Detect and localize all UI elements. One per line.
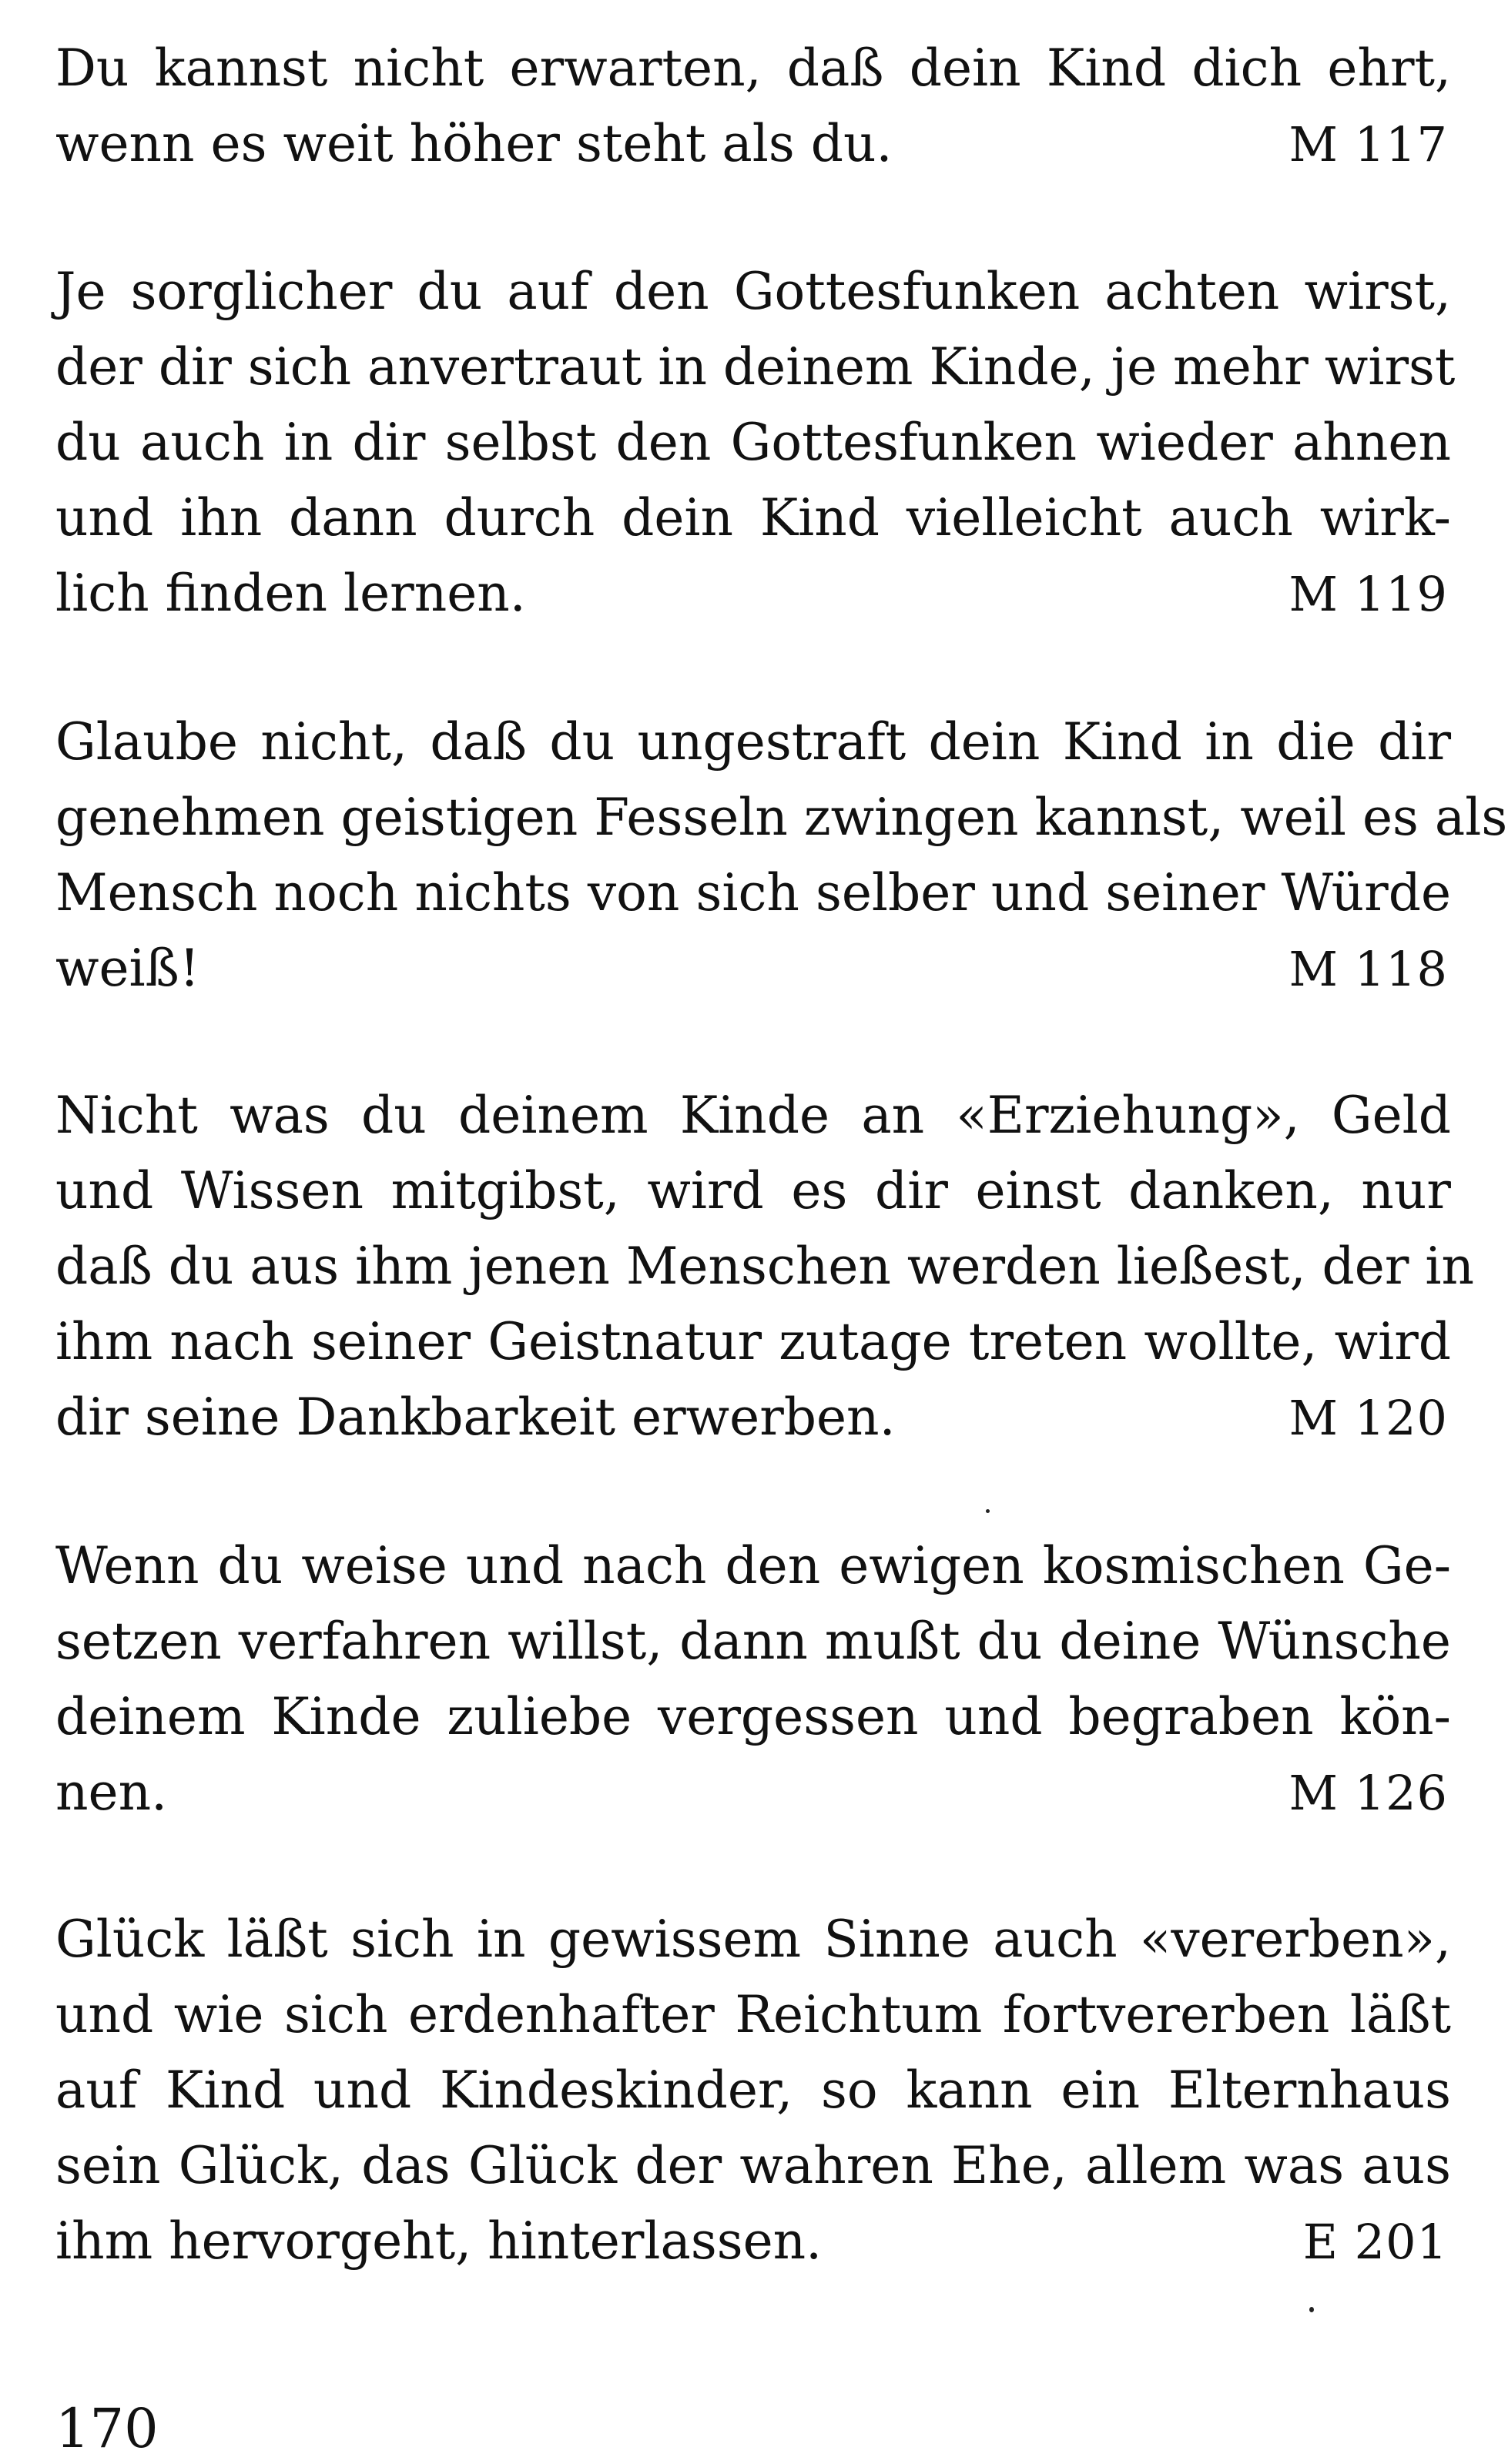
quote-2 xyxy=(55,254,1456,631)
quote-last-line xyxy=(55,931,1451,1006)
quote-3 xyxy=(55,705,1508,1006)
quote-line: du auch in dir selbst den Gottesfunken wieder ahnen xyxy=(55,413,1451,472)
quote-line: Glaube nicht, daß du ungestraft dein Kind in die dir xyxy=(55,712,1451,772)
quote-last-line xyxy=(55,1380,1451,1455)
scan-speck xyxy=(986,1509,990,1513)
quote-line: Mensch noch nichts von sich selber und seiner Würde xyxy=(55,863,1451,922)
scan-speck xyxy=(1309,2307,1314,2312)
quote-reference: M 126 xyxy=(1289,1765,1448,1821)
quote-line: auf Kind und Kindeskinder, so kann ein Elternhaus xyxy=(55,2061,1451,2120)
quote-line: Wenn du weise und nach den ewigen kosmischen Ge- xyxy=(55,1536,1451,1595)
quote-line: sein Glück, das Glück der wahren Ehe, allem was aus xyxy=(55,2136,1451,2195)
quote-line: und wie sich erdenhafter Reichtum fortvererben läßt xyxy=(55,1985,1451,2044)
quote-line: daß du aus ihm jenen Menschen werden ließest, der in xyxy=(55,1237,1475,1296)
quote-reference: M 117 xyxy=(1289,116,1448,172)
quote-reference: M 119 xyxy=(1289,566,1448,622)
quote-line: und ihn dann durch dein Kind vielleicht auch wirk- xyxy=(55,488,1451,547)
quote-reference: M 120 xyxy=(1289,1390,1448,1446)
quote-line: lich finden lernen. xyxy=(55,564,526,623)
quote-line: genehmen geistigen Fesseln zwingen kannst, weil es als xyxy=(55,788,1508,847)
quote-line: und Wissen mitgibst, wird es dir einst danken, nur xyxy=(55,1161,1451,1220)
quote-line: der dir sich anvertraut in deinem Kinde, je mehr wirst xyxy=(55,337,1456,397)
quote-last-line xyxy=(55,556,1451,631)
quote-line: nen. xyxy=(55,1763,168,1822)
quote-line: weiß! xyxy=(55,939,200,998)
quote-reference: M 118 xyxy=(1289,941,1448,997)
quote-line: wenn es weit höher steht als du. xyxy=(55,114,893,173)
quote-last-line xyxy=(55,1755,1451,1830)
quote-5 xyxy=(55,1528,1451,1830)
quote-4 xyxy=(55,1078,1475,1455)
quote-line: Du kannst nicht erwarten, daß dein Kind dich ehrt, xyxy=(55,38,1451,98)
page-number: 170 xyxy=(55,2397,159,2460)
quote-line: ihm hervorgeht, hinterlassen. xyxy=(55,2211,823,2271)
quote-line: dir seine Dankbarkeit erwerben. xyxy=(55,1388,896,1447)
quote-1 xyxy=(55,31,1451,182)
quote-reference: E 201 xyxy=(1302,2214,1448,2270)
quote-line: setzen verfahren willst, dann mußt du deine Wünsche xyxy=(55,1612,1451,1671)
quote-6 xyxy=(55,1902,1451,2279)
quote-line: Nicht was du deinem Kinde an «Erziehung», Geld xyxy=(55,1086,1451,1145)
quote-line: deinem Kinde zuliebe vergessen und begraben kön- xyxy=(55,1687,1451,1746)
quote-last-line xyxy=(55,2204,1451,2279)
quote-line: Glück läßt sich in gewissem Sinne auch «vererben», xyxy=(55,1910,1451,1969)
quote-line: Je sorglicher du auf den Gottesfunken achten wirst, xyxy=(55,262,1451,321)
quote-line: ihm nach seiner Geistnatur zutage treten wollte, wird xyxy=(55,1312,1451,1371)
quote-last-line xyxy=(55,106,1451,182)
